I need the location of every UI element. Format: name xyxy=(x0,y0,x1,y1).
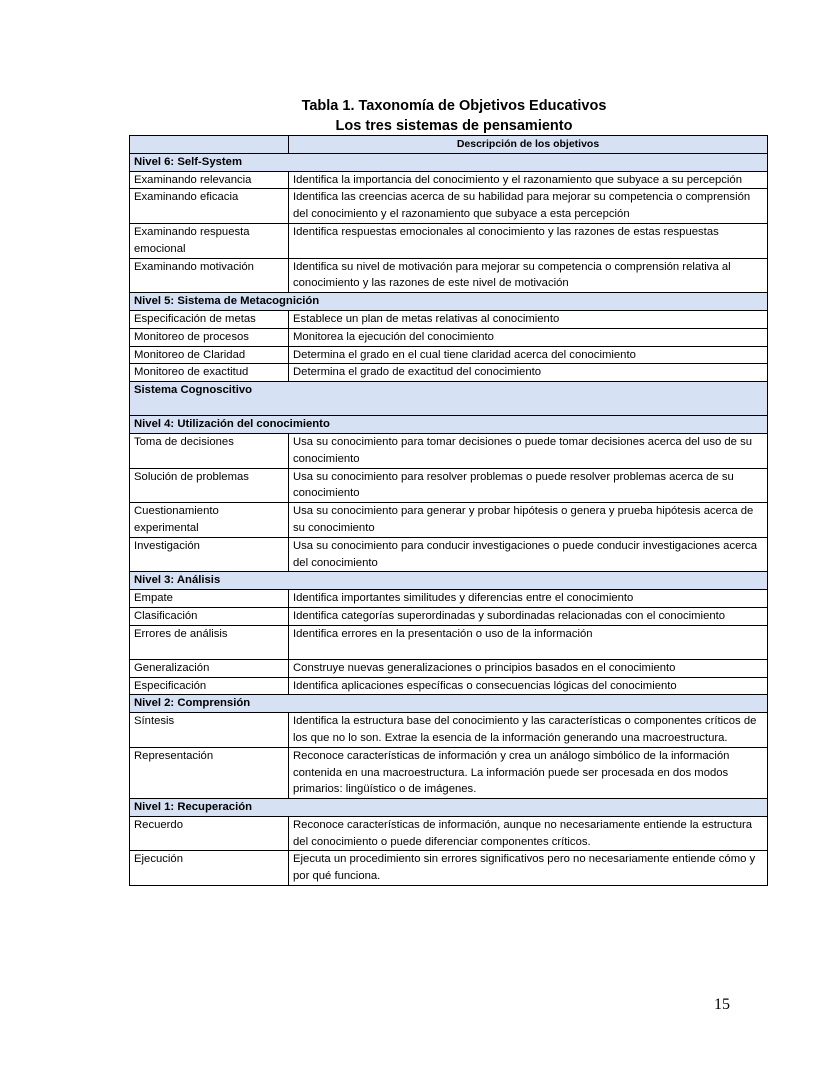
objective-description: Identifica la estructura base del conocimiento y las características o componentes críticos de los que no lo son. Extrae la esencia de la información generando una macroestructura. xyxy=(289,713,768,748)
objective-description: Usa su conocimiento para generar y probar hipótesis o genera y prueba hipótesis acerca de su conocimiento xyxy=(289,503,768,538)
level-row xyxy=(130,416,768,434)
objective-name: Especificación de metas xyxy=(130,310,289,328)
objective-description: Establece un plan de metas relativas al conocimiento xyxy=(289,310,768,328)
header-col1 xyxy=(130,136,289,154)
table-row xyxy=(130,223,768,258)
table-row xyxy=(130,713,768,748)
table-row xyxy=(130,607,768,625)
objective-name: Clasificación xyxy=(130,607,289,625)
level-label: Nivel 2: Comprensión xyxy=(130,695,768,713)
table-row xyxy=(130,625,768,659)
table-row xyxy=(130,537,768,572)
table-row xyxy=(130,747,768,798)
objective-description: Identifica importantes similitudes y diferencias entre el conocimiento xyxy=(289,590,768,608)
level-label: Nivel 4: Utilización del conocimiento xyxy=(130,416,768,434)
table-row xyxy=(130,503,768,538)
table-row xyxy=(130,258,768,293)
objective-description: Reconoce características de información y crea un análogo simbólico de la información contenida en una macroestructura. La información puede ser procesada en dos modos primarios: lingüístico o de imágenes. xyxy=(289,747,768,798)
objective-name: Errores de análisis xyxy=(130,625,289,659)
level-row xyxy=(130,572,768,590)
objective-name: Empate xyxy=(130,590,289,608)
table-row xyxy=(130,189,768,224)
table-row xyxy=(130,310,768,328)
system-row xyxy=(130,382,768,416)
objective-name: Investigación xyxy=(130,537,289,572)
objective-name: Examinando motivación xyxy=(130,258,289,293)
table-row xyxy=(130,659,768,677)
objective-description: Determina el grado en el cual tiene claridad acerca del conocimiento xyxy=(289,346,768,364)
objective-name: Generalización xyxy=(130,659,289,677)
objective-description: Usa su conocimiento para resolver problemas o puede resolver problemas acerca de su conocimiento xyxy=(289,468,768,503)
table-row xyxy=(130,364,768,382)
table-header-row xyxy=(130,136,768,154)
objective-description: Monitorea la ejecución del conocimiento xyxy=(289,328,768,346)
objective-name: Monitoreo de Claridad xyxy=(130,346,289,364)
objective-name: Ejecución xyxy=(130,851,289,886)
objective-description: Identifica respuestas emocionales al conocimiento y las razones de estas respuestas xyxy=(289,223,768,258)
table-row xyxy=(130,468,768,503)
objective-name: Cuestionamiento experimental xyxy=(130,503,289,538)
objective-description: Construye nuevas generalizaciones o principios basados en el conocimiento xyxy=(289,659,768,677)
objective-description: Identifica aplicaciones específicas o consecuencias lógicas del conocimiento xyxy=(289,677,768,695)
page-number: 15 xyxy=(714,996,730,1013)
level-label: Nivel 3: Análisis xyxy=(130,572,768,590)
level-row xyxy=(130,293,768,311)
level-row xyxy=(130,153,768,171)
table-row xyxy=(130,677,768,695)
objective-name: Examinando relevancia xyxy=(130,171,289,189)
objective-description: Reconoce características de información, aunque no necesariamente entiende la estructura del conocimiento o puede diferenciar componentes críticos. xyxy=(289,816,768,851)
objective-description: Usa su conocimiento para conducir investigaciones o puede conducir investigaciones acerca del conocimiento xyxy=(289,537,768,572)
objective-name: Recuerdo xyxy=(130,816,289,851)
objective-name: Examinando eficacia xyxy=(130,189,289,224)
objective-name: Examinando respuesta emocional xyxy=(130,223,289,258)
objective-description: Identifica categorías superordinadas y subordinadas relacionadas con el conocimiento xyxy=(289,607,768,625)
system-label: Sistema Cognoscitivo xyxy=(130,382,768,416)
objective-name: Monitoreo de procesos xyxy=(130,328,289,346)
taxonomy-table xyxy=(129,135,768,886)
objective-description: Identifica la importancia del conocimiento y el razonamiento que subyace a su percepción xyxy=(289,171,768,189)
objective-name: Toma de decisiones xyxy=(130,433,289,468)
level-label: Nivel 5: Sistema de Metacognición xyxy=(130,293,768,311)
table-subtitle: Los tres sistemas de pensamiento xyxy=(335,118,573,134)
table-row xyxy=(130,851,768,886)
table-row xyxy=(130,590,768,608)
taxonomy-table-body xyxy=(130,136,768,886)
objective-name: Solución de problemas xyxy=(130,468,289,503)
level-label: Nivel 6: Self-System xyxy=(130,153,768,171)
level-row xyxy=(130,799,768,817)
objective-name: Especificación xyxy=(130,677,289,695)
objective-description: Identifica errores en la presentación o uso de la información xyxy=(289,625,768,659)
table-title: Tabla 1. Taxonomía de Objetivos Educativos xyxy=(301,98,607,114)
table-row xyxy=(130,816,768,851)
objective-description: Determina el grado de exactitud del conocimiento xyxy=(289,364,768,382)
table-row xyxy=(130,346,768,364)
objective-name: Representación xyxy=(130,747,289,798)
table-row xyxy=(130,171,768,189)
table-row xyxy=(130,433,768,468)
level-row xyxy=(130,695,768,713)
objective-description: Identifica su nivel de motivación para mejorar su competencia o comprensión relativa al conocimiento y las razones de este nivel de motivación xyxy=(289,258,768,293)
objective-name: Monitoreo de exactitud xyxy=(130,364,289,382)
table-row xyxy=(130,328,768,346)
header-col2: Descripción de los objetivos xyxy=(289,136,768,154)
objective-description: Ejecuta un procedimiento sin errores significativos pero no necesariamente entiende cómo y por qué funciona. xyxy=(289,851,768,886)
level-label: Nivel 1: Recuperación xyxy=(130,799,768,817)
objective-description: Identifica las creencias acerca de su habilidad para mejorar su competencia o comprensión del conocimiento y el razonamiento que subyace a esta percepción xyxy=(289,189,768,224)
objective-name: Síntesis xyxy=(130,713,289,748)
objective-description: Usa su conocimiento para tomar decisiones o puede tomar decisiones acerca del uso de su conocimiento xyxy=(289,433,768,468)
